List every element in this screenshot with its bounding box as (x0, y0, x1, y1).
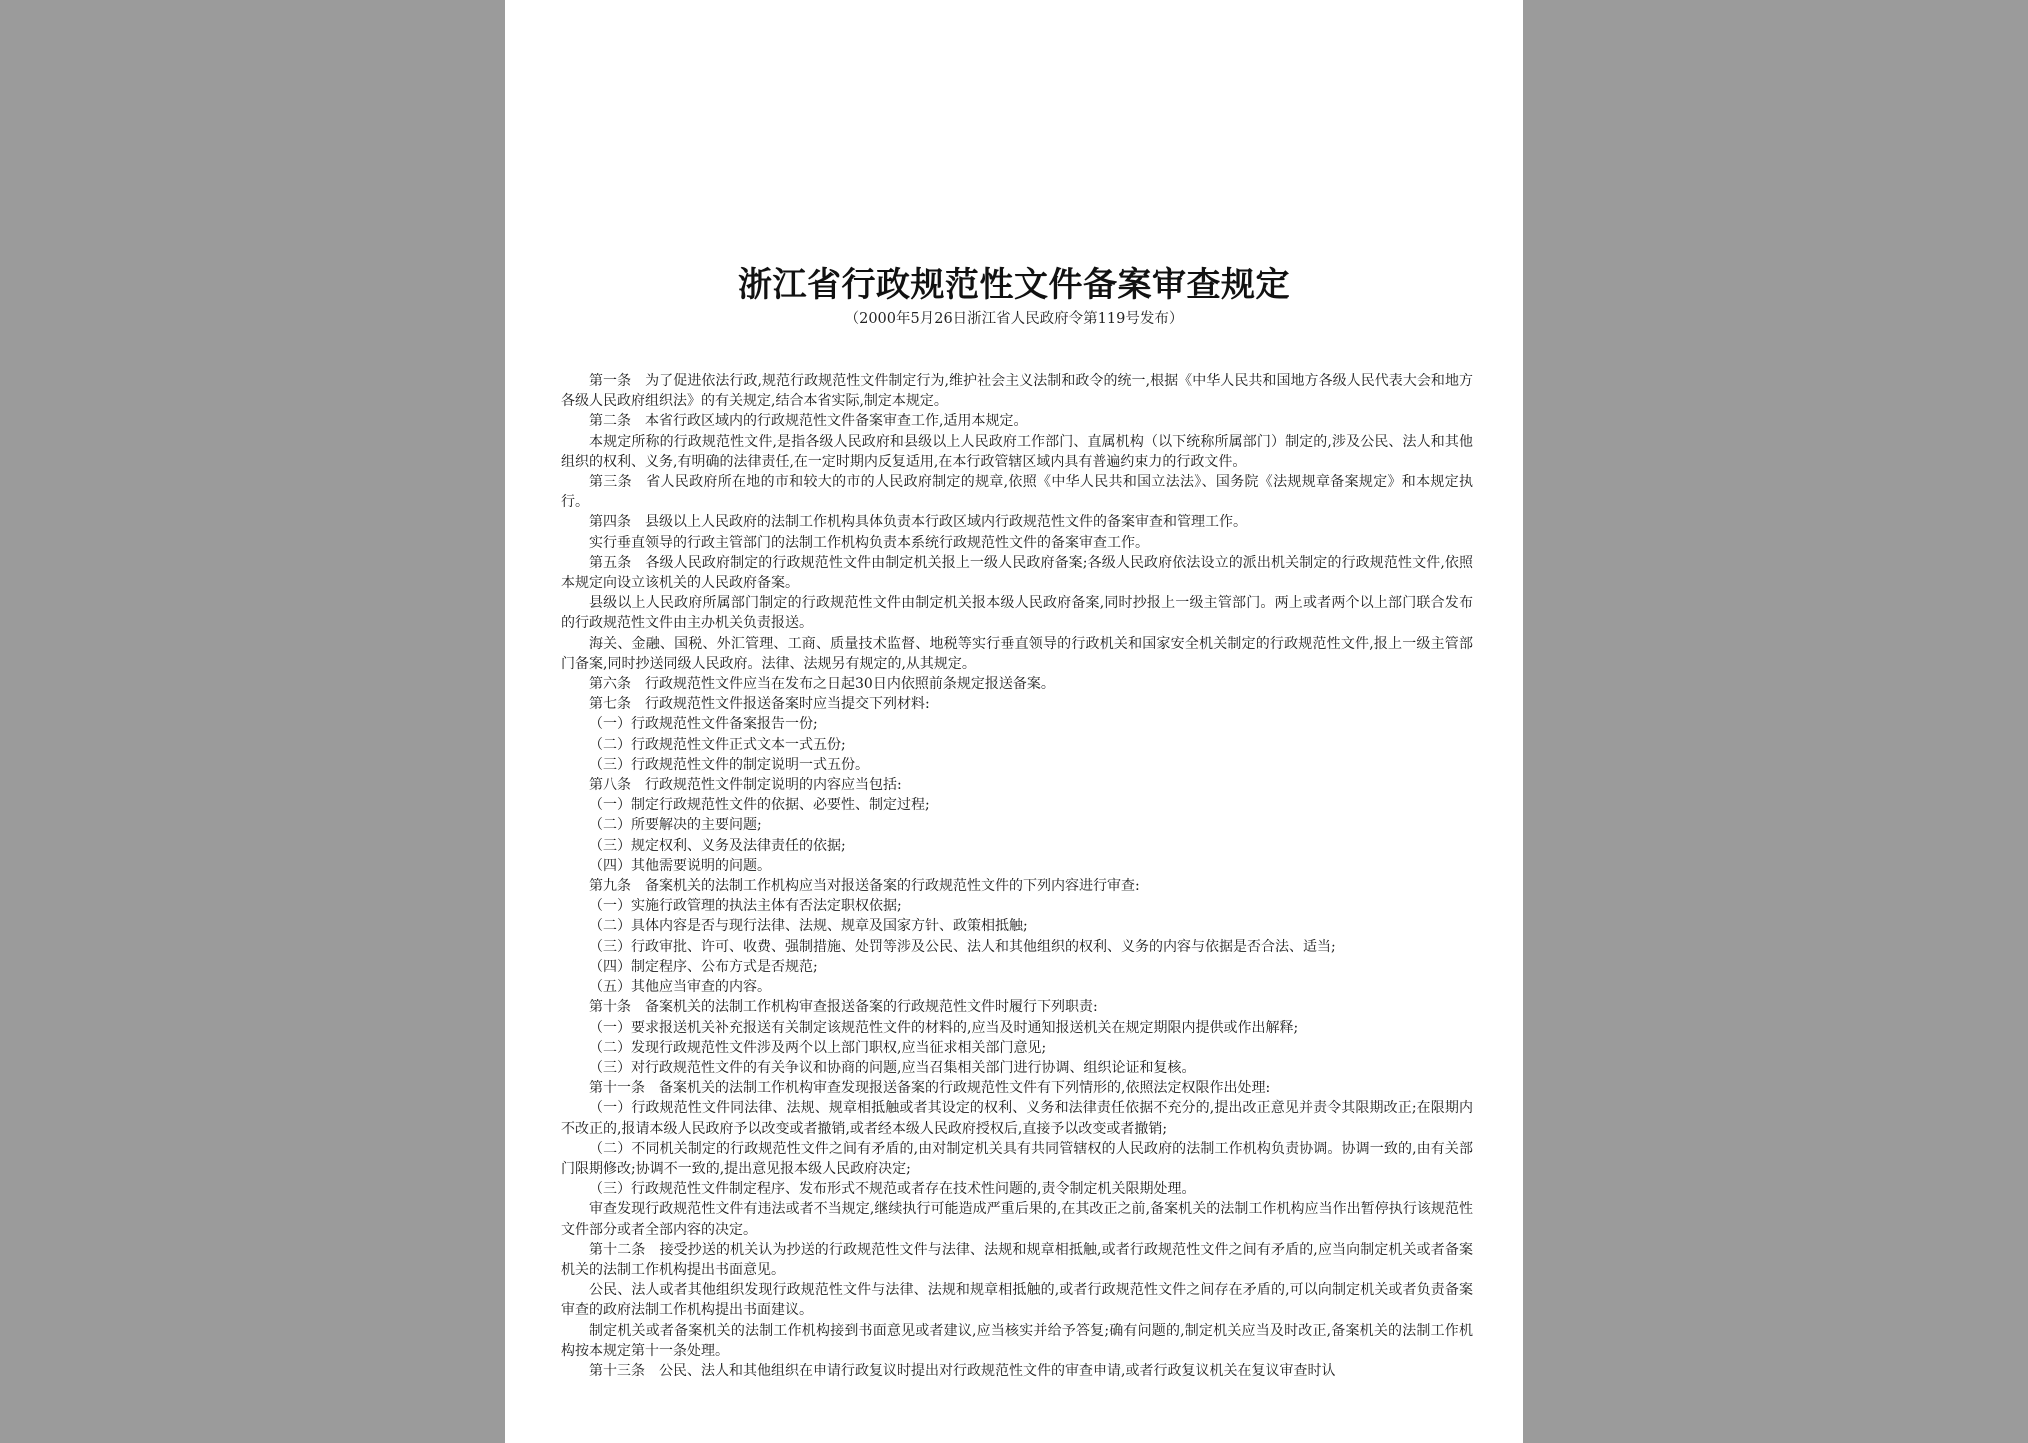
paragraph: 制定机关或者备案机关的法制工作机构接到书面意见或者建议,应当核实并给予答复;确有问题的,制定机关应当及时改正,备案机关的法制工作机构按本规定第十一条处理。 (561, 1322, 1473, 1359)
paragraph: 第三条 省人民政府所在地的市和较大的市的人民政府制定的规章,依照《中华人民共和国立法法》、国务院《法规规章备案规定》和本规定执行。 (561, 474, 1473, 511)
paragraph: 实行垂直领导的行政主管部门的法制工作机构负责本系统行政规范性文件的备案审查工作。 (589, 534, 1149, 551)
paragraph: 第五条 各级人民政府制定的行政规范性文件由制定机关报上一级人民政府备案;各级人民政府依法设立的派出机关制定的行政规范性文件,依照本规定向设立该机关的人民政府备案。 (561, 554, 1473, 592)
paragraph: （二）具体内容是否与现行法律、法规、规章及国家方针、政策相抵触; (589, 918, 1028, 935)
paragraph: 第七条 行政规范性文件报送备案时应当提交下列材料: (589, 696, 930, 713)
paragraph: （一）制定行政规范性文件的依据、必要性、制定过程; (589, 797, 930, 814)
paragraph: （一）实施行政管理的执法主体有否法定职权依据; (589, 898, 902, 915)
paragraph: 审查发现行政规范性文件有违法或者不当规定,继续执行可能造成严重后果的,在其改正之前,备案机关的法制工作机构应当作出暂停执行该规范性文件部分或者全部内容的决定。 (561, 1201, 1473, 1238)
document-body (561, 371, 1473, 1381)
paragraph: （二）所要解决的主要问题; (589, 817, 762, 834)
paragraph: （一）行政规范性文件备案报告一份; (589, 716, 818, 733)
paragraph: 第十一条 备案机关的法制工作机构审查发现报送备案的行政规范性文件有下列情形的,依照法定权限作出处理: (589, 1080, 1271, 1097)
paragraph: 第一条 为了促进依法行政,规范行政规范性文件制定行为,维护社会主义法制和政令的统一,根据《中华人民共和国地方各级人民代表大会和地方各级人民政府组织法》的有关规定,结合本省实际,制定本规定。 (561, 373, 1473, 410)
document-title: 浙江省行政规范性文件备案审查规定 (738, 265, 1290, 305)
paragraph: （一）行政规范性文件同法律、法规、规章相抵触或者其设定的权利、义务和法律责任依据不充分的,提出改正意见并责令其限期改正;在限期内不改正的,报请本级人民政府予以改变或者撤销,或者经本级人民政府授权后,直接予以改变或者撤销; (561, 1100, 1473, 1137)
paragraph: （二）行政规范性文件正式文本一式五份; (589, 736, 846, 753)
paragraph: （三）行政审批、许可、收费、强制措施、处罚等涉及公民、法人和其他组织的权利、义务的内容与依据是否合法、适当; (589, 938, 1336, 955)
paragraph: （三）行政规范性文件制定程序、发布形式不规范或者存在技术性问题的,责令制定机关限期处理。 (589, 1181, 1196, 1198)
paragraph: （三）规定权利、义务及法律责任的依据; (589, 837, 846, 854)
paragraph: 第八条 行政规范性文件制定说明的内容应当包括: (589, 777, 902, 794)
paragraph: 第二条 本省行政区域内的行政规范性文件备案审查工作,适用本规定。 (589, 413, 1028, 430)
paragraph: （二）发现行政规范性文件涉及两个以上部门职权,应当征求相关部门意见; (589, 1039, 1047, 1056)
paragraph: （三）行政规范性文件的制定说明一式五份。 (589, 756, 869, 773)
document-page (505, 0, 1523, 1443)
paragraph: 县级以上人民政府所属部门制定的行政规范性文件由制定机关报本级人民政府备案,同时抄报上一级主管部门。两上或者两个以上部门联合发布的行政规范性文件由主办机关负责报送。 (561, 595, 1473, 632)
paragraph: （二）不同机关制定的行政规范性文件之间有矛盾的,由对制定机关具有共同管辖权的人民政府的法制工作机构负责协调。协调一致的,由有关部门限期修改;协调不一致的,提出意见报本级人民政府决定; (561, 1140, 1473, 1177)
paragraph: 第六条 行政规范性文件应当在发布之日起30日内依照前条规定报送备案。 (589, 676, 1055, 693)
paragraph: 第十三条 公民、法人和其他组织在申请行政复议时提出对行政规范性文件的审查申请,或者行政复议机关在复议审查时认 (589, 1362, 1336, 1379)
paragraph: （一）要求报送机关补充报送有关制定该规范性文件的材料的,应当及时通知报送机关在规定期限内提供或作出解释; (589, 1019, 1299, 1036)
paragraph: 第十二条 接受抄送的机关认为抄送的行政规范性文件与法律、法规和规章相抵触,或者行政规范性文件之间有矛盾的,应当向制定机关或者备案机关的法制工作机构提出书面意见。 (561, 1241, 1473, 1278)
paragraph: （四）其他需要说明的问题。 (589, 857, 771, 874)
paragraph: 海关、金融、国税、外汇管理、工商、质量技术监督、地税等实行垂直领导的行政机关和国家安全机关制定的行政规范性文件,报上一级主管部门备案,同时抄送同级人民政府。法律、法规另有规定的,从其规定。 (561, 635, 1473, 672)
document-subtitle: （2000年5月26日浙江省人民政府令第119号发布） (844, 311, 1184, 327)
paragraph: 第十条 备案机关的法制工作机构审查报送备案的行政规范性文件时履行下列职责: (589, 999, 1098, 1016)
paragraph: 公民、法人或者其他组织发现行政规范性文件与法律、法规和规章相抵触的,或者行政规范性文件之间存在矛盾的,可以向制定机关或者负责备案审查的政府法制工作机构提出书面建议。 (561, 1282, 1473, 1319)
paragraph: 第四条 县级以上人民政府的法制工作机构具体负责本行政区域内行政规范性文件的备案审查和管理工作。 (589, 514, 1247, 531)
paragraph: （三）对行政规范性文件的有关争议和协商的问题,应当召集相关部门进行协调、组织论证和复核。 (589, 1059, 1196, 1076)
paragraph: 本规定所称的行政规范性文件,是指各级人民政府和县级以上人民政府工作部门、直属机构（以下统称所属部门）制定的,涉及公民、法人和其他组织的权利、义务,有明确的法律责任,在一定时期内反复适用,在本行政管辖区域内具有普遍约束力的行政文件。 (561, 433, 1473, 470)
paragraph: 第九条 备案机关的法制工作机构应当对报送备案的行政规范性文件的下列内容进行审查: (589, 878, 1140, 895)
paragraph: （五）其他应当审查的内容。 (589, 979, 771, 996)
paragraph: （四）制定程序、公布方式是否规范; (589, 958, 818, 975)
